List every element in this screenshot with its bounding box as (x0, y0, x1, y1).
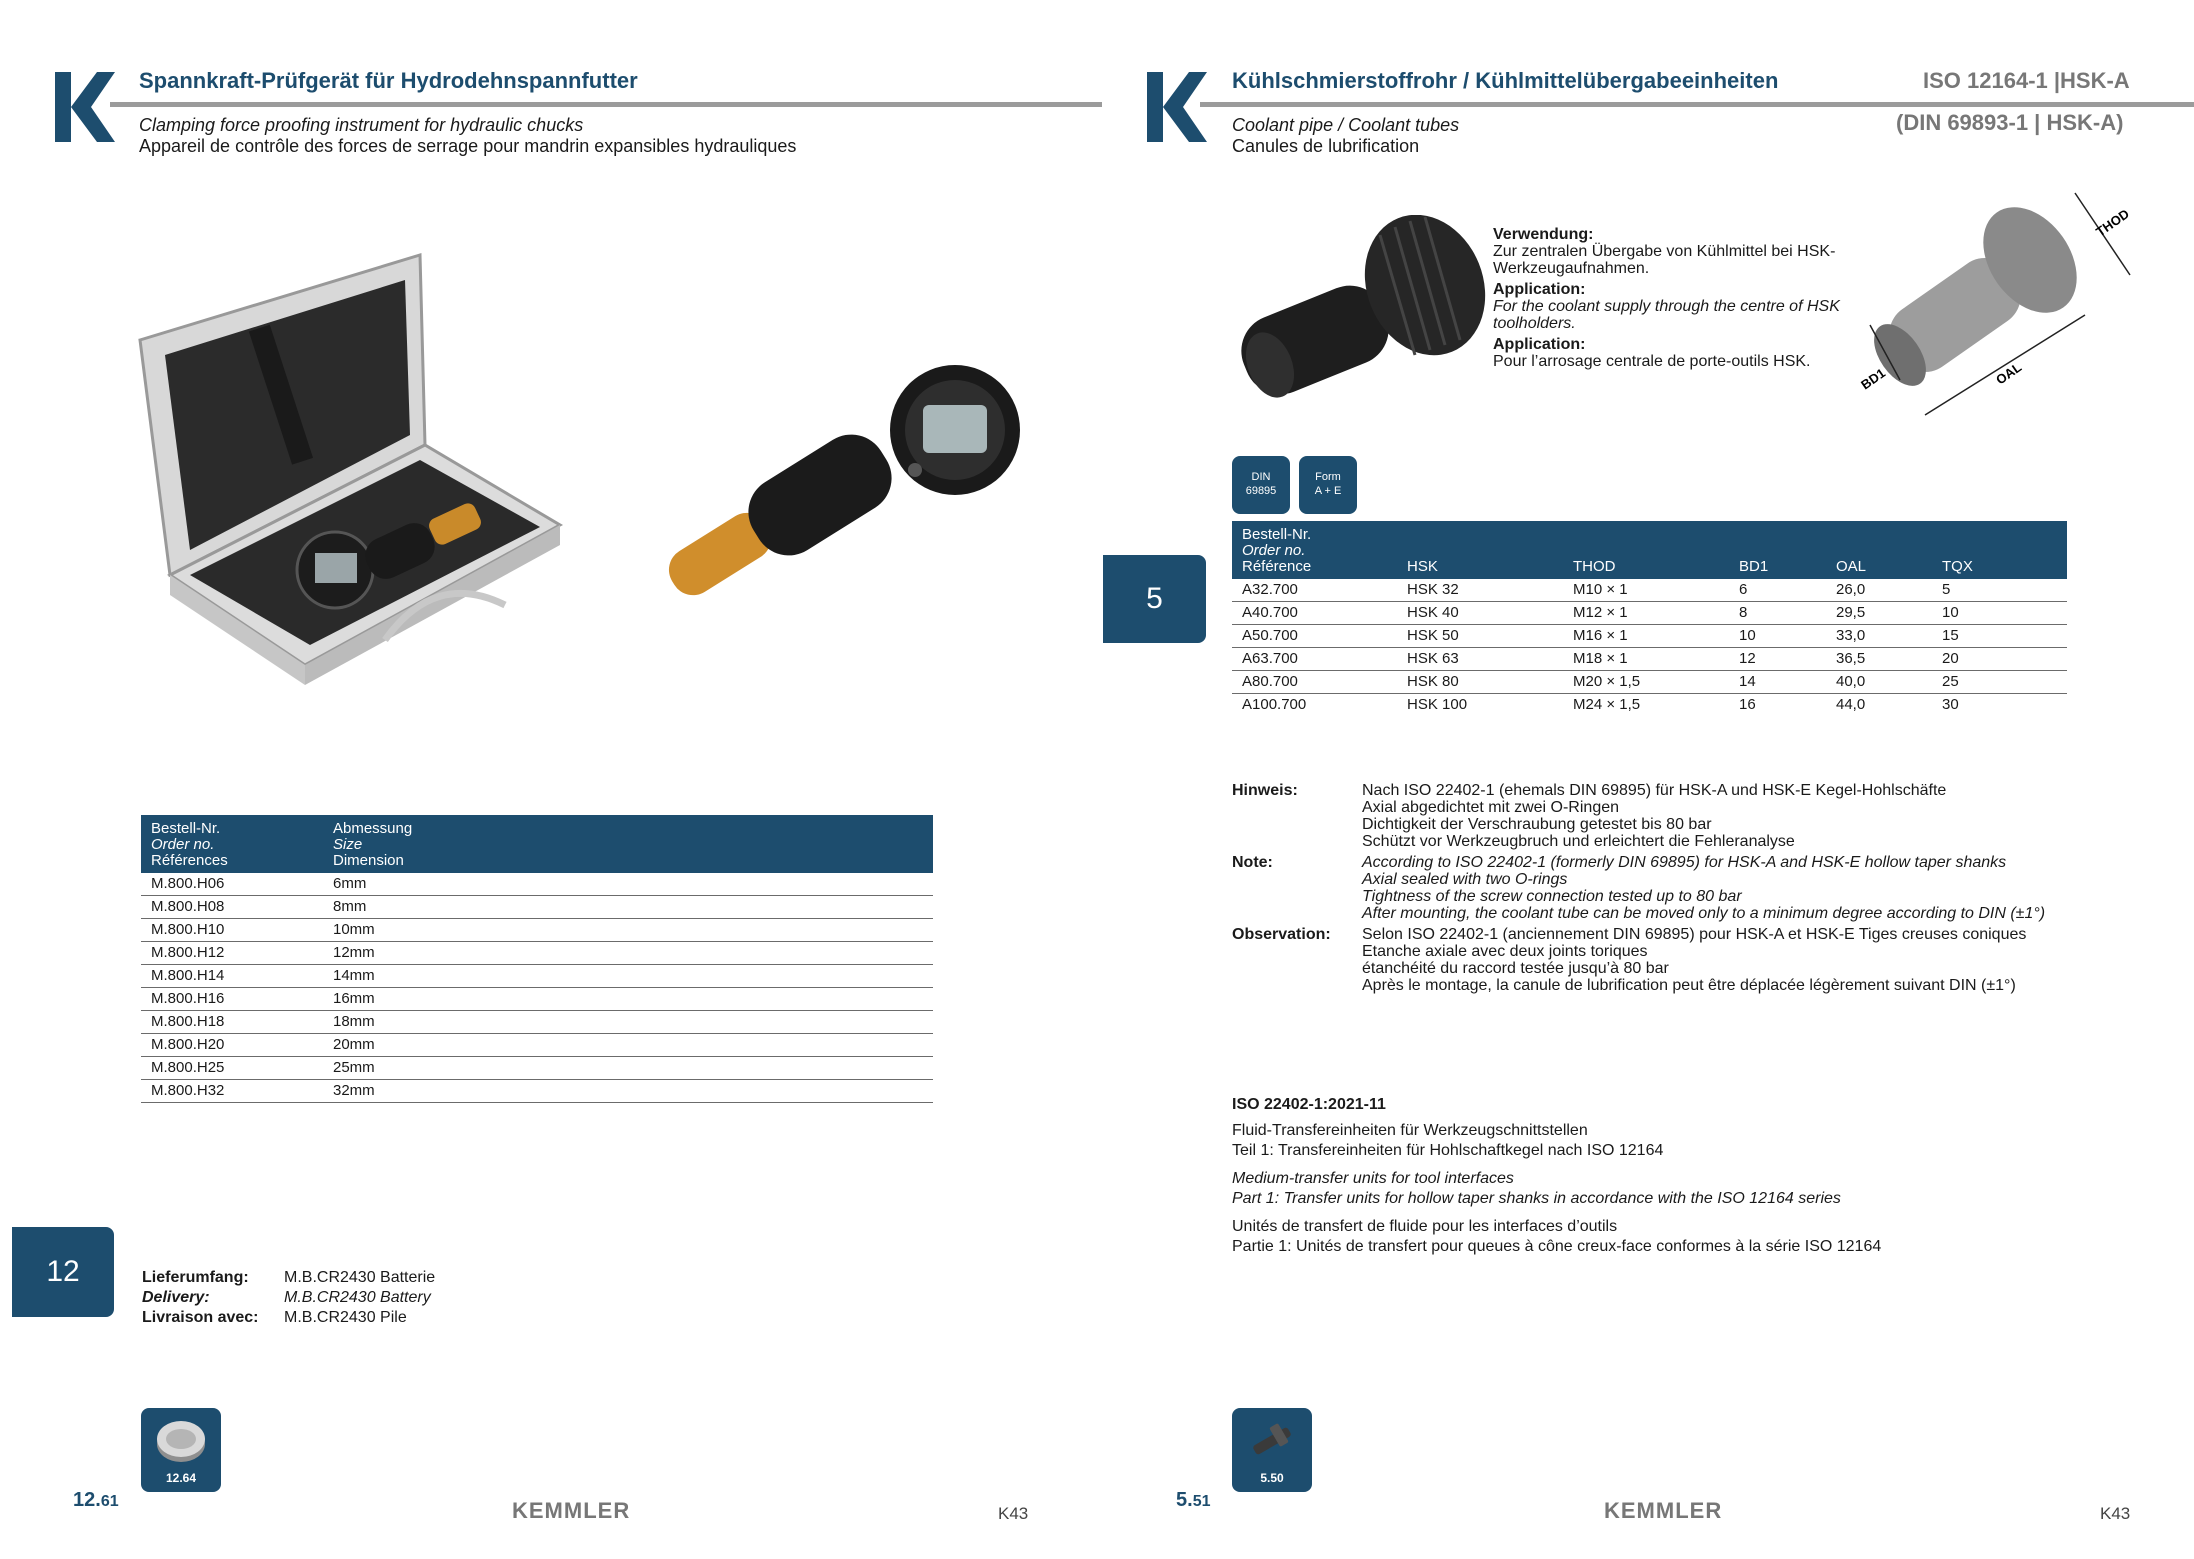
table-row: M.800.H25 25mm (141, 1057, 933, 1080)
notes-block: Hinweis: Nach ISO 22402-1 (ehemals DIN 69895) für HSK-A und HSK-E Kegel-Hohlschäfte Axial abgedichtet mit zwei O-Ringen Dichtigkeit der Verschraubung getestet bis 80 bar Schützt vor Werkzeugbruch und erleichtert die Fehleranalyse Note: According to ISO 22402-1 (formerly DIN 69895) for HSK-A and HSK-E hollow taper shanks Axial sealed with two O-rings Tightness of the screw connection tested up to 80 bar After mounting, the coolant tube can be moved only to a minimum degree according to DIN (±1°) Observation: Selon ISO 22402-1 (anciennement DIN 69895) pour HSK-A et HSK-E Tiges creuses coniques Etanche axiale avec deux joints toriques étanchéité du raccord testée jusqu’à 80 bar Après le montage, la canule de lubrification peut être déplacée légèrement suivant DIN (±1°) (1232, 782, 2046, 994)
header-ref: Bestell-Nr. Order no. Référence (1232, 521, 1397, 579)
coolant-tube-drawing (1855, 185, 2135, 425)
table-row: M.800.H10 10mm (141, 919, 933, 942)
battery-icon (153, 1416, 209, 1466)
instrument-case-image (130, 245, 570, 695)
badge-din-69895: DIN 69895 (1232, 456, 1290, 514)
table-row: M.800.H16 16mm (141, 988, 933, 1011)
right-product-table (1232, 521, 2067, 716)
drawing-label-oal: OAL (1993, 359, 2025, 388)
wrench-icon (1244, 1416, 1300, 1466)
subtitle-fr-left: Appareil de contrôle des forces de serrage pour mandrin expansibles hydrauliques (139, 136, 797, 156)
title-rule-right (1200, 102, 2194, 107)
header-tqx: TQX (1932, 521, 2067, 579)
header-hsk: HSK (1397, 521, 1563, 579)
standard-label-2: (DIN 69893-1 | HSK-A) (1896, 110, 2124, 135)
page-title-right: Kühlschmierstoffrohr / Kühlmittelübergabeeinheiten (1232, 68, 1779, 93)
badge-form-a-e: Form A + E (1299, 456, 1357, 514)
table-row: M.800.H32 32mm (141, 1080, 933, 1103)
drawing-label-thod: THOD (2093, 206, 2132, 240)
header-size: Abmessung Size Dimension (323, 815, 933, 873)
left-product-table (141, 815, 933, 1103)
table-row: A80.700 HSK 80 M20 × 1,5 14 40,0 25 (1232, 671, 2067, 694)
subtitle-en-right: Coolant pipe / Coolant tubes (1232, 115, 1460, 135)
usage-block: Verwendung: Zur zentralen Übergabe von Kühlmittel bei HSK-Werkzeugaufnahmen. Application: For the coolant supply through the centre of HSK toolholders. Application: Pour l’arrosage centrale de porte-outils HSK. (1493, 226, 1840, 370)
header-oal: OAL (1826, 521, 1932, 579)
table-row: M.800.H06 6mm (141, 873, 933, 896)
header-order-no: Bestell-Nr. Order no. Références (141, 815, 323, 873)
coolant-tube-image (1230, 215, 1490, 415)
table-header-row (141, 815, 933, 873)
table-row: A40.700 HSK 40 M12 × 1 8 29,5 10 (1232, 602, 2067, 625)
kemmler-logo-right (1147, 72, 1207, 142)
subtitle-en-left: Clamping force proofing instrument for hydraulic chucks (139, 115, 584, 135)
battery-ref-icon[interactable]: 12.64 (141, 1408, 221, 1492)
brand-left: KEMMLER (512, 1498, 631, 1523)
drawing-label-bd1: BD1 (1858, 365, 1889, 393)
table-row: M.800.H12 12mm (141, 942, 933, 965)
table-row: M.800.H20 20mm (141, 1034, 933, 1057)
table-row: A63.700 HSK 63 M18 × 1 12 36,5 20 (1232, 648, 2067, 671)
table-header-row (1232, 521, 2067, 579)
table-row: A50.700 HSK 50 M16 × 1 10 33,0 15 (1232, 625, 2067, 648)
header-bd1: BD1 (1729, 521, 1826, 579)
section-tab-right[interactable]: 5 (1103, 555, 1206, 643)
delivery-block: Lieferumfang: M.B.CR2430 Batterie Delivery: M.B.CR2430 Battery Livraison avec: M.B.CR2430 Pile (142, 1269, 436, 1326)
iso-heading: ISO 22402-1:2021-11 (1232, 1096, 1386, 1113)
standard-label-1: ISO 12164-1 |HSK-A (1923, 68, 2130, 93)
iso-block: ISO 22402-1:2021-11 Fluid-Transfereinheiten für Werkzeugschnittstellen Teil 1: Transfereinheiten für Hohlschaftkegel nach ISO 12164 Medium-transfer units for tool interfaces Part 1: Transfer units for hollow taper shanks in accordance with the ISO 12164 series Unités de transfert de fluide pour les interfaces d’outils Partie 1: Unités de transfert pour queues à cône creux-face conformes à la série ISO 12164 (1232, 1095, 2172, 1257)
page-title-left: Spannkraft-Prüfgerät für Hydrodehnspannfutter (139, 68, 638, 93)
table-row: A32.700 HSK 32 M10 × 1 6 26,0 5 (1232, 579, 2067, 602)
clamping-force-gauge-image (655, 360, 1055, 640)
brand-right: KEMMLER (1604, 1498, 1723, 1523)
table-row: M.800.H14 14mm (141, 965, 933, 988)
header-thod: THOD (1563, 521, 1729, 579)
section-tab-left[interactable]: 12 (12, 1227, 114, 1317)
wrench-ref-icon[interactable]: 5.50 (1232, 1408, 1312, 1492)
kemmler-logo-left (55, 72, 115, 142)
page-number-right: 5.51 (1176, 1489, 1211, 1511)
table-row: A100.700 HSK 100 M24 × 1,5 16 44,0 30 (1242, 696, 1959, 713)
subtitle-fr-right: Canules de lubrification (1232, 136, 1420, 156)
title-rule-left (110, 102, 1102, 107)
page-code-left: K43 (998, 1504, 1029, 1523)
table-row: M.800.H18 18mm (141, 1011, 933, 1034)
page-code-right: K43 (2100, 1504, 2131, 1523)
table-row: M.800.H08 8mm (141, 896, 933, 919)
page-number-left: 12.61 (73, 1489, 119, 1511)
